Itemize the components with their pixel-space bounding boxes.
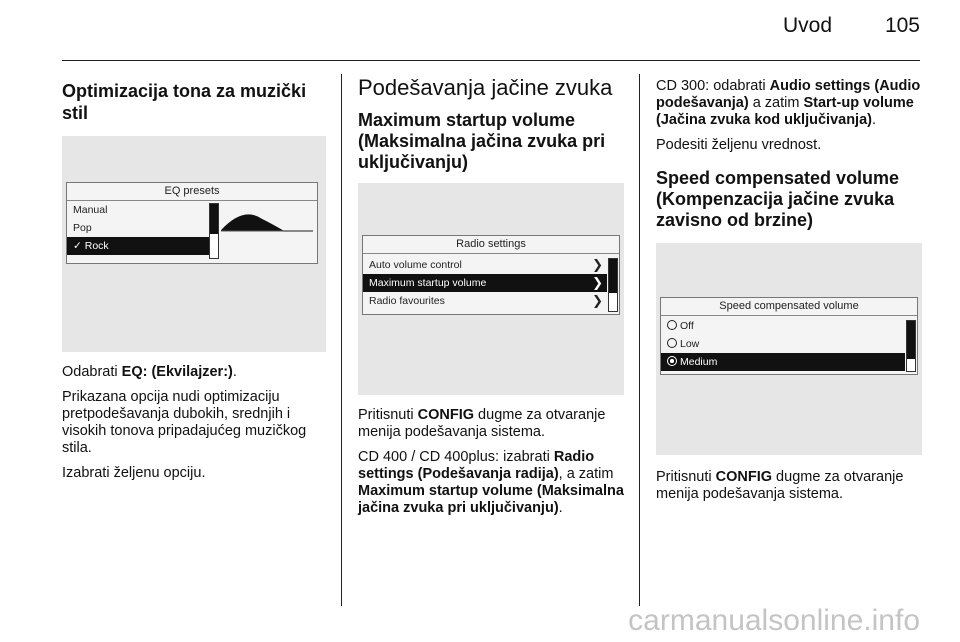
eq-choose-text: Izabrati željenu opciju. <box>62 465 206 481</box>
set-value-text: Podesiti željenu vrednost. <box>656 137 822 153</box>
radio-item-favourites: Radio favourites ❯ <box>369 293 603 308</box>
eq-item-rock: ✓ Rock <box>67 237 209 255</box>
speed-volume-screenshot <box>656 243 922 455</box>
column-divider-2 <box>639 74 640 606</box>
eq-screen-title: EQ presets <box>67 183 317 201</box>
max-startup-heading: Maximum startup volume (Maksimalna jačina zvuka pri uključivanju) <box>358 110 606 172</box>
watermark: carmanualsonline.info <box>628 604 920 637</box>
eq-curve-icon <box>221 205 313 241</box>
speed-option-medium: Medium <box>661 353 905 371</box>
radio-screen-title: Radio settings <box>363 236 619 254</box>
radio-scrollbar <box>608 258 618 312</box>
chevron-right-icon: ❯ <box>592 275 603 290</box>
eq-screen <box>66 182 318 264</box>
eq-heading: Optimizacija tona za muzički stil <box>62 81 307 123</box>
column-2 <box>358 74 624 525</box>
cd300-text: CD 300: odabrati Audio settings (Audio podešavanja) a zatim Start-up volume (Jačina zvuka kod uključivanja). <box>656 78 921 128</box>
chevron-right-icon: ❯ <box>592 293 603 308</box>
section-title: Uvod <box>782 14 832 37</box>
eq-item-pop: Pop <box>73 222 92 234</box>
column-1 <box>62 74 326 490</box>
config-text-1: Pritisnuti CONFIG dugme za otvaranje menija podešavanja sistema. <box>358 407 606 440</box>
eq-select-text: Odabrati EQ: (Ekvilajzer:). <box>62 364 237 380</box>
radio-selected-icon <box>667 356 677 366</box>
speed-scrollbar <box>906 320 916 372</box>
radio-screen <box>362 235 620 315</box>
radio-item-auto-volume: Auto volume control ❯ <box>369 257 603 272</box>
speed-screen <box>660 297 918 375</box>
eq-item-manual: Manual <box>73 204 108 216</box>
cd400-text: CD 400 / CD 400plus: izabrati Radio settings (Podešavanja radija), a zatim Maximum startup volume (Maksimalna jačina zvuka pri uključivanju). <box>358 449 624 516</box>
page-number: 105 <box>884 14 920 37</box>
column-3 <box>656 74 922 511</box>
eq-presets-screenshot <box>62 136 326 352</box>
eq-description: Prikazana opcija nudi optimizaciju pretpodešavanja dubokih, srednjih i visokih tonova pripadajućeg muzičkog stila. <box>62 389 307 456</box>
speed-screen-title: Speed compensated volume <box>661 298 917 316</box>
radio-item-max-startup: Maximum startup volume ❯ <box>363 274 607 292</box>
config-text-2: Pritisnuti CONFIG dugme za otvaranje menija podešavanja sistema. <box>656 469 904 502</box>
radio-settings-screenshot <box>358 183 624 395</box>
check-icon: ✓ <box>73 240 82 252</box>
radio-icon <box>667 320 677 330</box>
column-divider-1 <box>341 74 342 606</box>
radio-icon <box>667 338 677 348</box>
volume-settings-title: Podešavanja jačine zvuka <box>358 75 613 100</box>
speed-option-off: Off <box>661 317 905 335</box>
speed-option-low: Low <box>661 335 905 353</box>
eq-scrollbar <box>209 203 219 259</box>
speed-compensated-heading: Speed compensated volume (Kompenzacija jačine zvuka zavisno od brzine) <box>656 168 900 230</box>
header-rule <box>62 60 920 61</box>
chevron-right-icon: ❯ <box>592 257 603 272</box>
